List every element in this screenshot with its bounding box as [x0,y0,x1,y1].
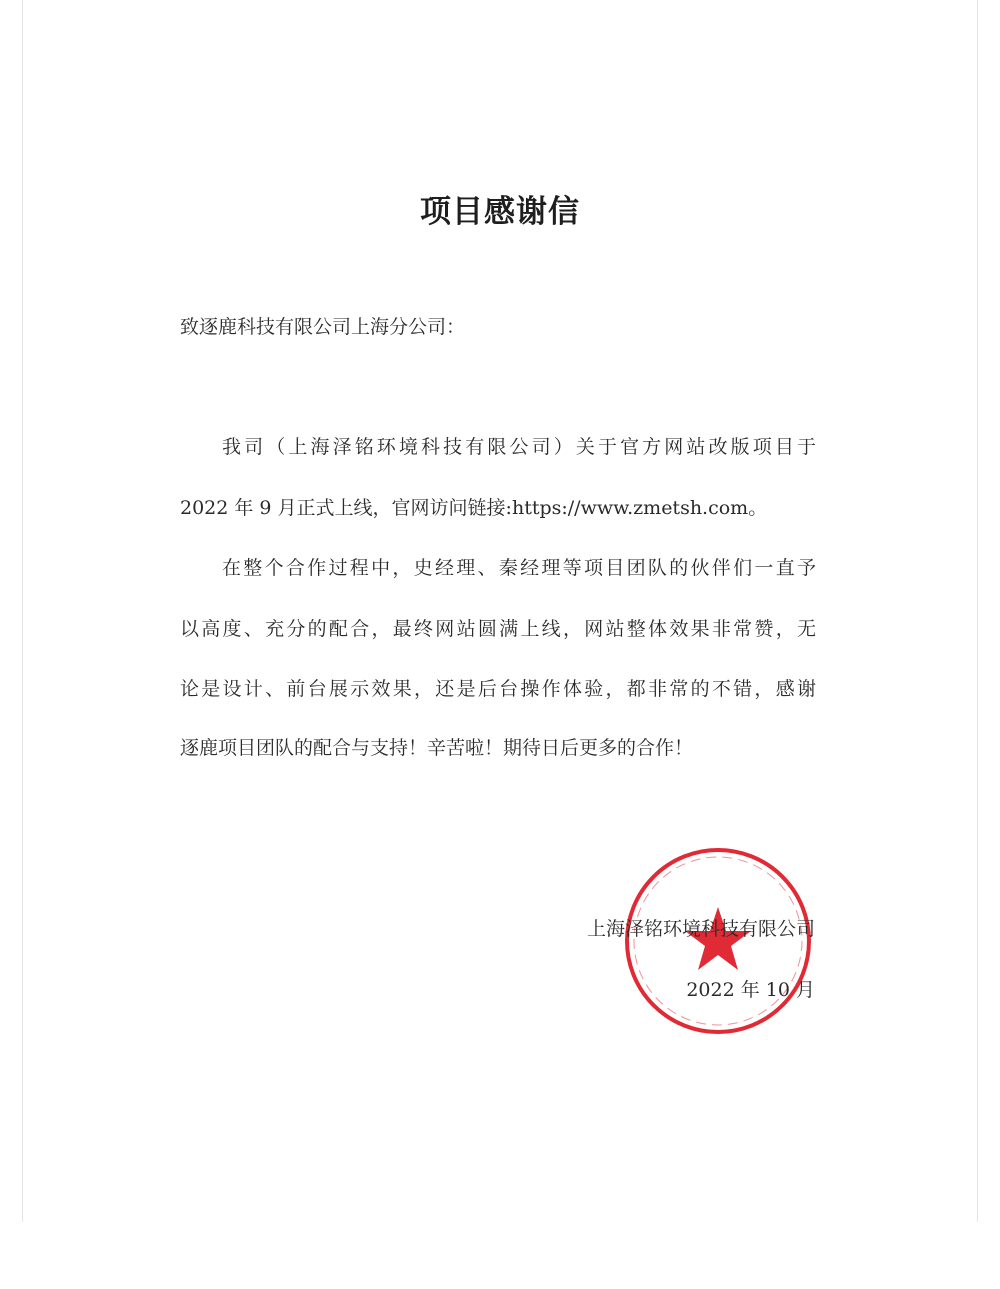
body-line-3: 在整个合作过程中，史经理、秦经理等项目团队的伙伴们一直予 [222,557,816,579]
body-line-1: 我司（上海泽铭环境科技有限公司）关于官方网站改版项目于 [222,436,816,458]
body-line-5: 论是设计、前台展示效果，还是后台操作体验，都非常的不错，感谢 [180,678,816,700]
body-line-2: 2022 年 9 月正式上线，官网访问链接:https://www.zmetsh.com。 [180,497,768,519]
body-line-6: 逐鹿项目团队的配合与支持！辛苦啦！期待日后更多的合作！ [180,737,694,759]
signature-date: 2022 年 10 月 [686,979,815,1001]
salutation: 致逐鹿科技有限公司上海分公司： [180,316,466,338]
letter-title: 项目感谢信 [420,194,580,230]
signature-company: 上海泽铭环境科技有限公司 [586,918,815,940]
body-line-4: 以高度、充分的配合，最终网站圆满上线，网站整体效果非常赞，无 [180,618,816,640]
company-seal [622,845,814,1037]
page-right-edge [977,0,978,1222]
page-left-edge [22,0,23,1222]
